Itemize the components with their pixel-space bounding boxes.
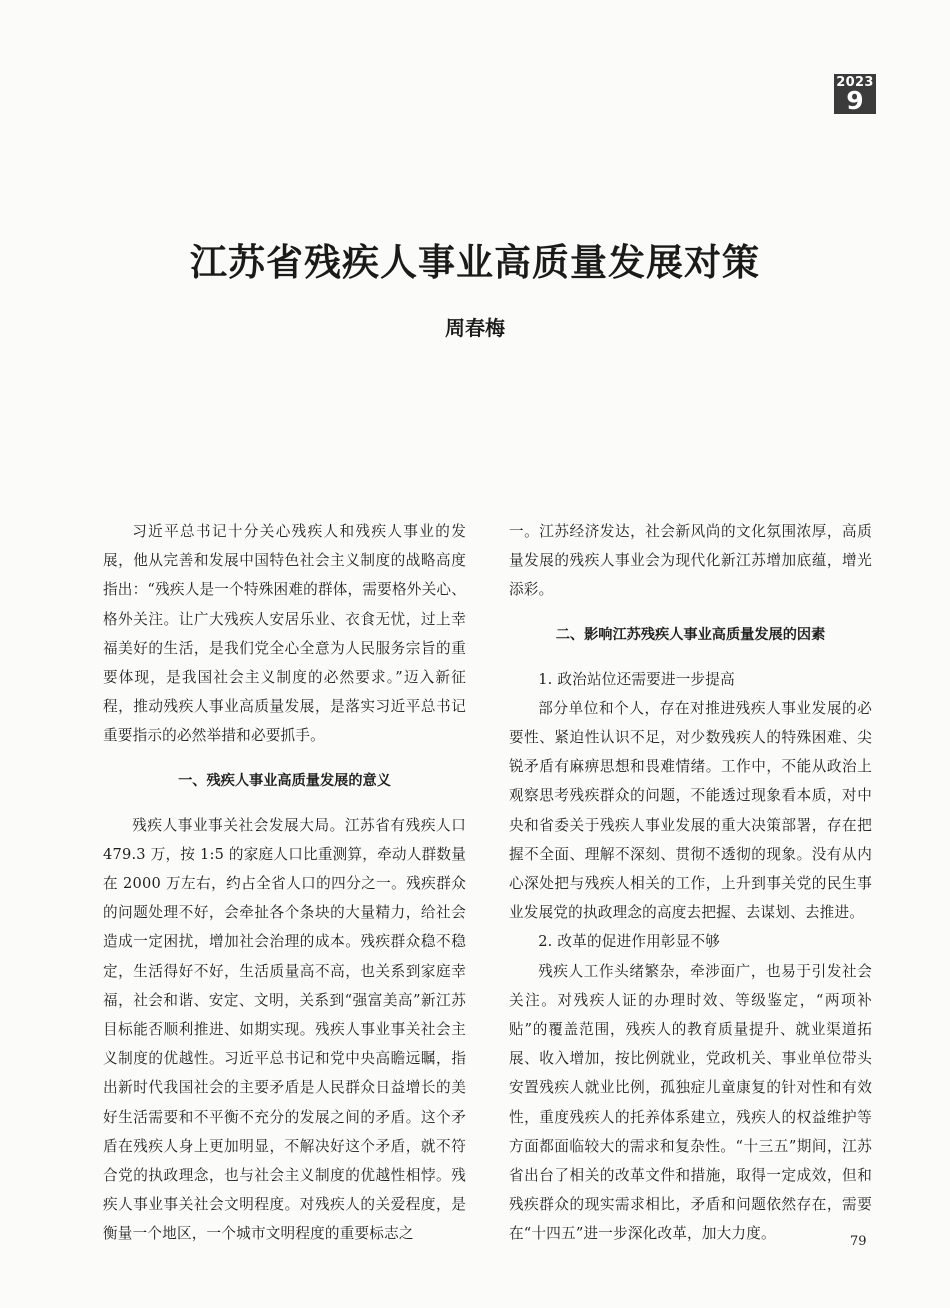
issue-badge (834, 74, 876, 114)
intro-paragraph: 习近平总书记十分关心残疾人和残疾人事业的发展，他从完善和发展中国特色社会主义制度的战略高度指出：“残疾人是一个特殊困难的群体，需要格外关心、格外关注。让广大残疾人安居乐业、衣食无忧，过上幸福美好的生活，是我们党全心全意为人民服务宗旨的重要体现，是我国社会主义制度的必然要求。”迈入新征程，推动残疾人事业高质量发展，是落实习近平总书记重要指示的必然举措和必要抓手。 (103, 523, 466, 745)
subsection2-title: 2. 改革的促进作用彰显不够 (538, 933, 721, 951)
section1-continuation: 一。江苏经济发达，社会新风尚的文化氛围浓厚，高质量发展的残疾人事业会为现代化新江苏增加底蕴，增光添彩。 (509, 523, 872, 599)
section1-paragraph: 残疾人事业事关社会发展大局。江苏省有残疾人口 479.3 万，按 1:5 的家庭人口比重测算，牵动人群数量在 2000 万左右，约占全省人口的四分之一。残疾群众的问题处理不好，会牵扯各个条块的大量精力，给社会造成一定困扰，增加社会治理的成本。残疾群众稳不稳定，生活得好不好，生活质量高不高，也关系到家庭幸福，社会和谐、安定、文明，关系到“强富美高”新江苏目标能否顺利推进、如期实现。残疾人事业事关社会主义制度的优越性。习近平总书记和党中央高瞻远瞩，指出新时代我国社会的主要矛盾是人民群众日益增长的美好生活需要和不平衡不充分的发展之间的矛盾。这个矛盾在残疾人身上更加明显，不解决好这个矛盾，就不符合党的执政理念，也与社会主义制度的优越性相悖。残疾人事业事关社会文明程度。对残疾人的关爱程度，是衡量一个地区，一个城市文明程度的重要标志之 (103, 816, 466, 1243)
subsection2-paragraph: 残疾人工作头绪繁杂，牵涉面广，也易于引发社会关注。对残疾人证的办理时效、等级鉴定，“两项补贴”的覆盖范围，残疾人的教育质量提升、就业渠道拓展、收入增加，按比例就业，党政机关、事业单位带头安置残疾人就业比例，孤独症儿童康复的针对性和有效性，重度残疾人的托养体系建立，残疾人的权益维护等方面都面临较大的需求和复杂性。“十三五”期间，江苏省出台了相关的改革文件和措施，取得一定成效，但和残疾群众的现实需求相比，矛盾和问题依然存在，需要在“十四五”进一步深化改革，加大力度。 (509, 962, 872, 1243)
section1-heading: 一、残疾人事业高质量发展的意义 (178, 772, 391, 789)
issue-year: 2023 (836, 75, 874, 90)
issue-number: 9 (846, 86, 864, 115)
subsection1-title: 1. 政治站位还需要进一步提高 (538, 670, 735, 688)
page-number: 79 (850, 1234, 867, 1249)
article-title: 江苏省残疾人事业高质量发展对策 (190, 241, 760, 284)
subsection1-paragraph: 部分单位和个人，存在对推进残疾人事业发展的必要性、紧迫性认识不足，对少数残疾人的特殊困难、尖锐矛盾有麻痹思想和畏难情绪。工作中，不能从政治上观察思考残疾群众的问题，不能透过现象看本质，对中央和省委关于残疾人事业发展的重大决策部署，存在把握不全面、理解不深刻、贯彻不透彻的现象。没有从内心深处把与残疾人相关的工作，上升到事关党的民生事业发展党的执政理念的高度去把握、去谋划、去推进。 (509, 699, 872, 922)
article-author: 周春梅 (445, 316, 505, 340)
section2-heading: 二、影响江苏残疾人事业高质量发展的因素 (555, 626, 826, 643)
right-column (509, 517, 872, 1249)
left-column (103, 517, 466, 1249)
